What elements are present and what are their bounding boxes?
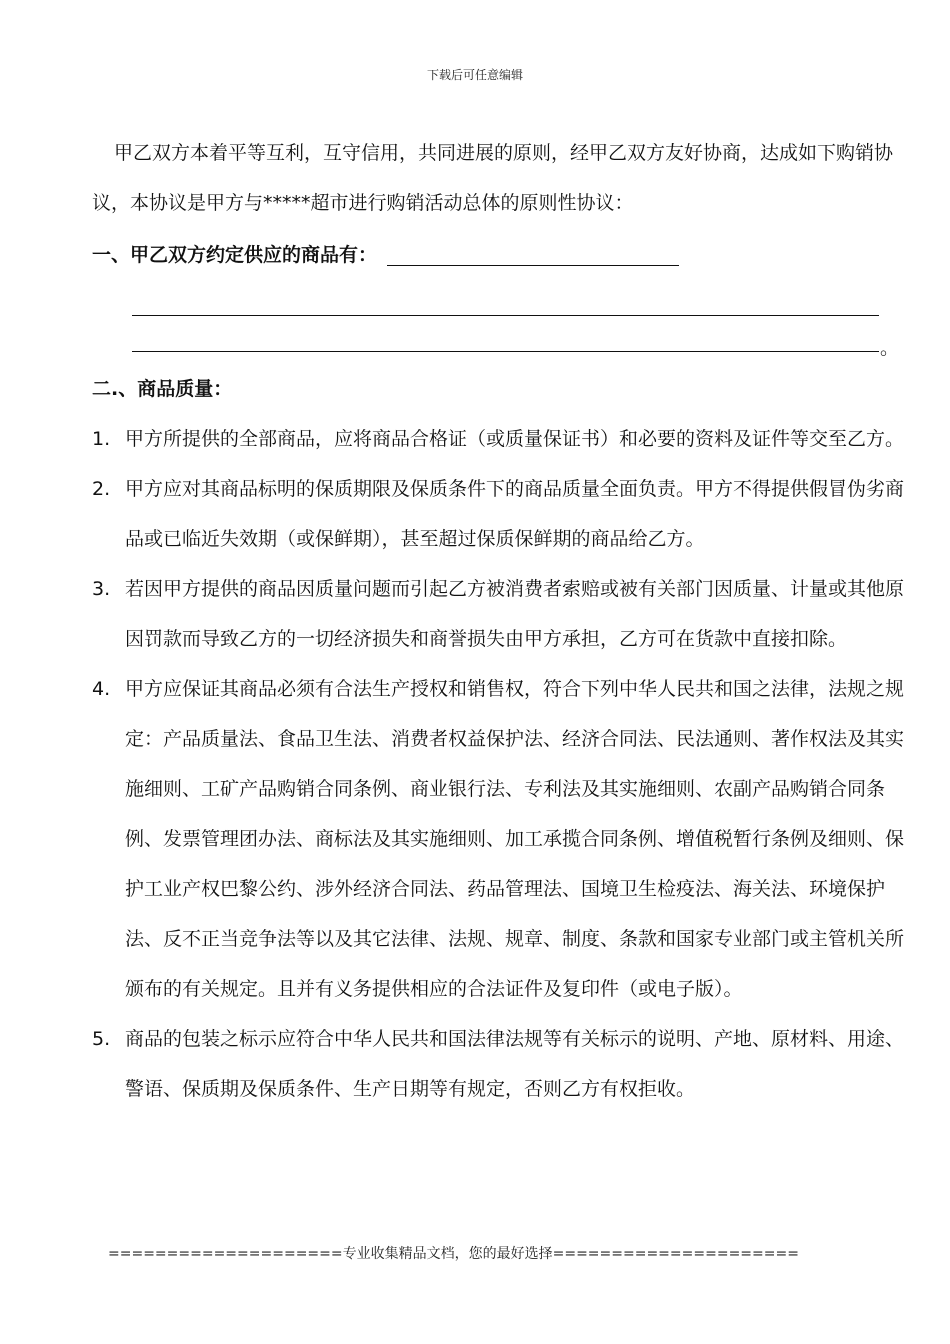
fill-in-row-2 — [132, 280, 907, 316]
item-number: 3. — [92, 578, 111, 600]
item-text: 甲方应对其商品标明的保质期限及保质条件下的商品质量全面负责。甲方不得提供假冒伪劣商品或已临近失效期（或保鲜期），甚至超过保质保鲜期的商品给乙方。 — [125, 478, 905, 550]
quality-clauses-list — [92, 414, 907, 1114]
page-footer: ====================专业收集精品文档，您的最好选择===================== — [108, 1246, 799, 1262]
item-number: 1. — [92, 428, 111, 450]
list-item — [92, 464, 907, 564]
section-1-heading — [92, 230, 907, 280]
item-number: 5. — [92, 1028, 111, 1050]
fill-in-row-3 — [132, 316, 907, 359]
fill-in-line-1 — [387, 245, 679, 266]
item-text: 甲方应保证其商品必须有合法生产授权和销售权，符合下列中华人民共和国之法律，法规之规定：产品质量法、食品卫生法、消费者权益保护法、经济合同法、民法通则、著作权法及其实施细则、工矿产品购销合同条例、商业银行法、专利法及其实施细则、农副产品购销合同条例、发票管理团办法、商标法及其实施细则、加工承揽合同条例、增值税暂行条例及细则、保护工业产权巴黎公约、涉外经济合同法、药品管理法、国境卫生检疫法、海关法、环境保护法、反不正当竞争法等以及其它法律、法规、规章、制度、条款和国家专业部门或主管机关所颁布的有关规定。且并有义务提供相应的合法证件及复印件（或电子版）。 — [125, 678, 905, 1000]
document-body — [92, 128, 907, 1114]
list-item — [92, 1014, 907, 1114]
list-item — [92, 414, 907, 464]
fill-in-end-mark: 。 — [880, 337, 900, 359]
item-number: 4. — [92, 678, 111, 700]
list-item — [92, 564, 907, 664]
section-2-heading: 二.、商品质量： — [92, 378, 233, 400]
fill-in-line-3 — [132, 350, 879, 352]
list-item — [92, 664, 907, 1014]
page-header: 下载后可任意编辑 — [426, 68, 523, 82]
item-text: 商品的包装之标示应符合中华人民共和国法律法规等有关标示的说明、产地、原材料、用途、警语、保质期及保质条件、生产日期等有规定，否则乙方有权拒收。 — [125, 1028, 905, 1100]
fill-in-line-2 — [132, 314, 879, 316]
item-text: 甲方所提供的全部商品，应将商品合格证（或质量保证书）和必要的资料及证件等交至乙方。 — [125, 428, 905, 450]
item-number: 2. — [92, 478, 111, 500]
section-1-title: 一、甲乙双方约定供应的商品有： — [92, 244, 378, 266]
intro-paragraph: 甲乙双方本着平等互利，互守信用，共同进展的原则，经甲乙双方友好协商，达成如下购销协议，本协议是甲方与*****超市进行购销活动总体的原则性协议： — [92, 142, 894, 214]
item-text: 若因甲方提供的商品因质量问题而引起乙方被消费者索赔或被有关部门因质量、计量或其他原因罚款而导致乙方的一切经济损失和商誉损失由甲方承担，乙方可在货款中直接扣除。 — [125, 578, 905, 650]
